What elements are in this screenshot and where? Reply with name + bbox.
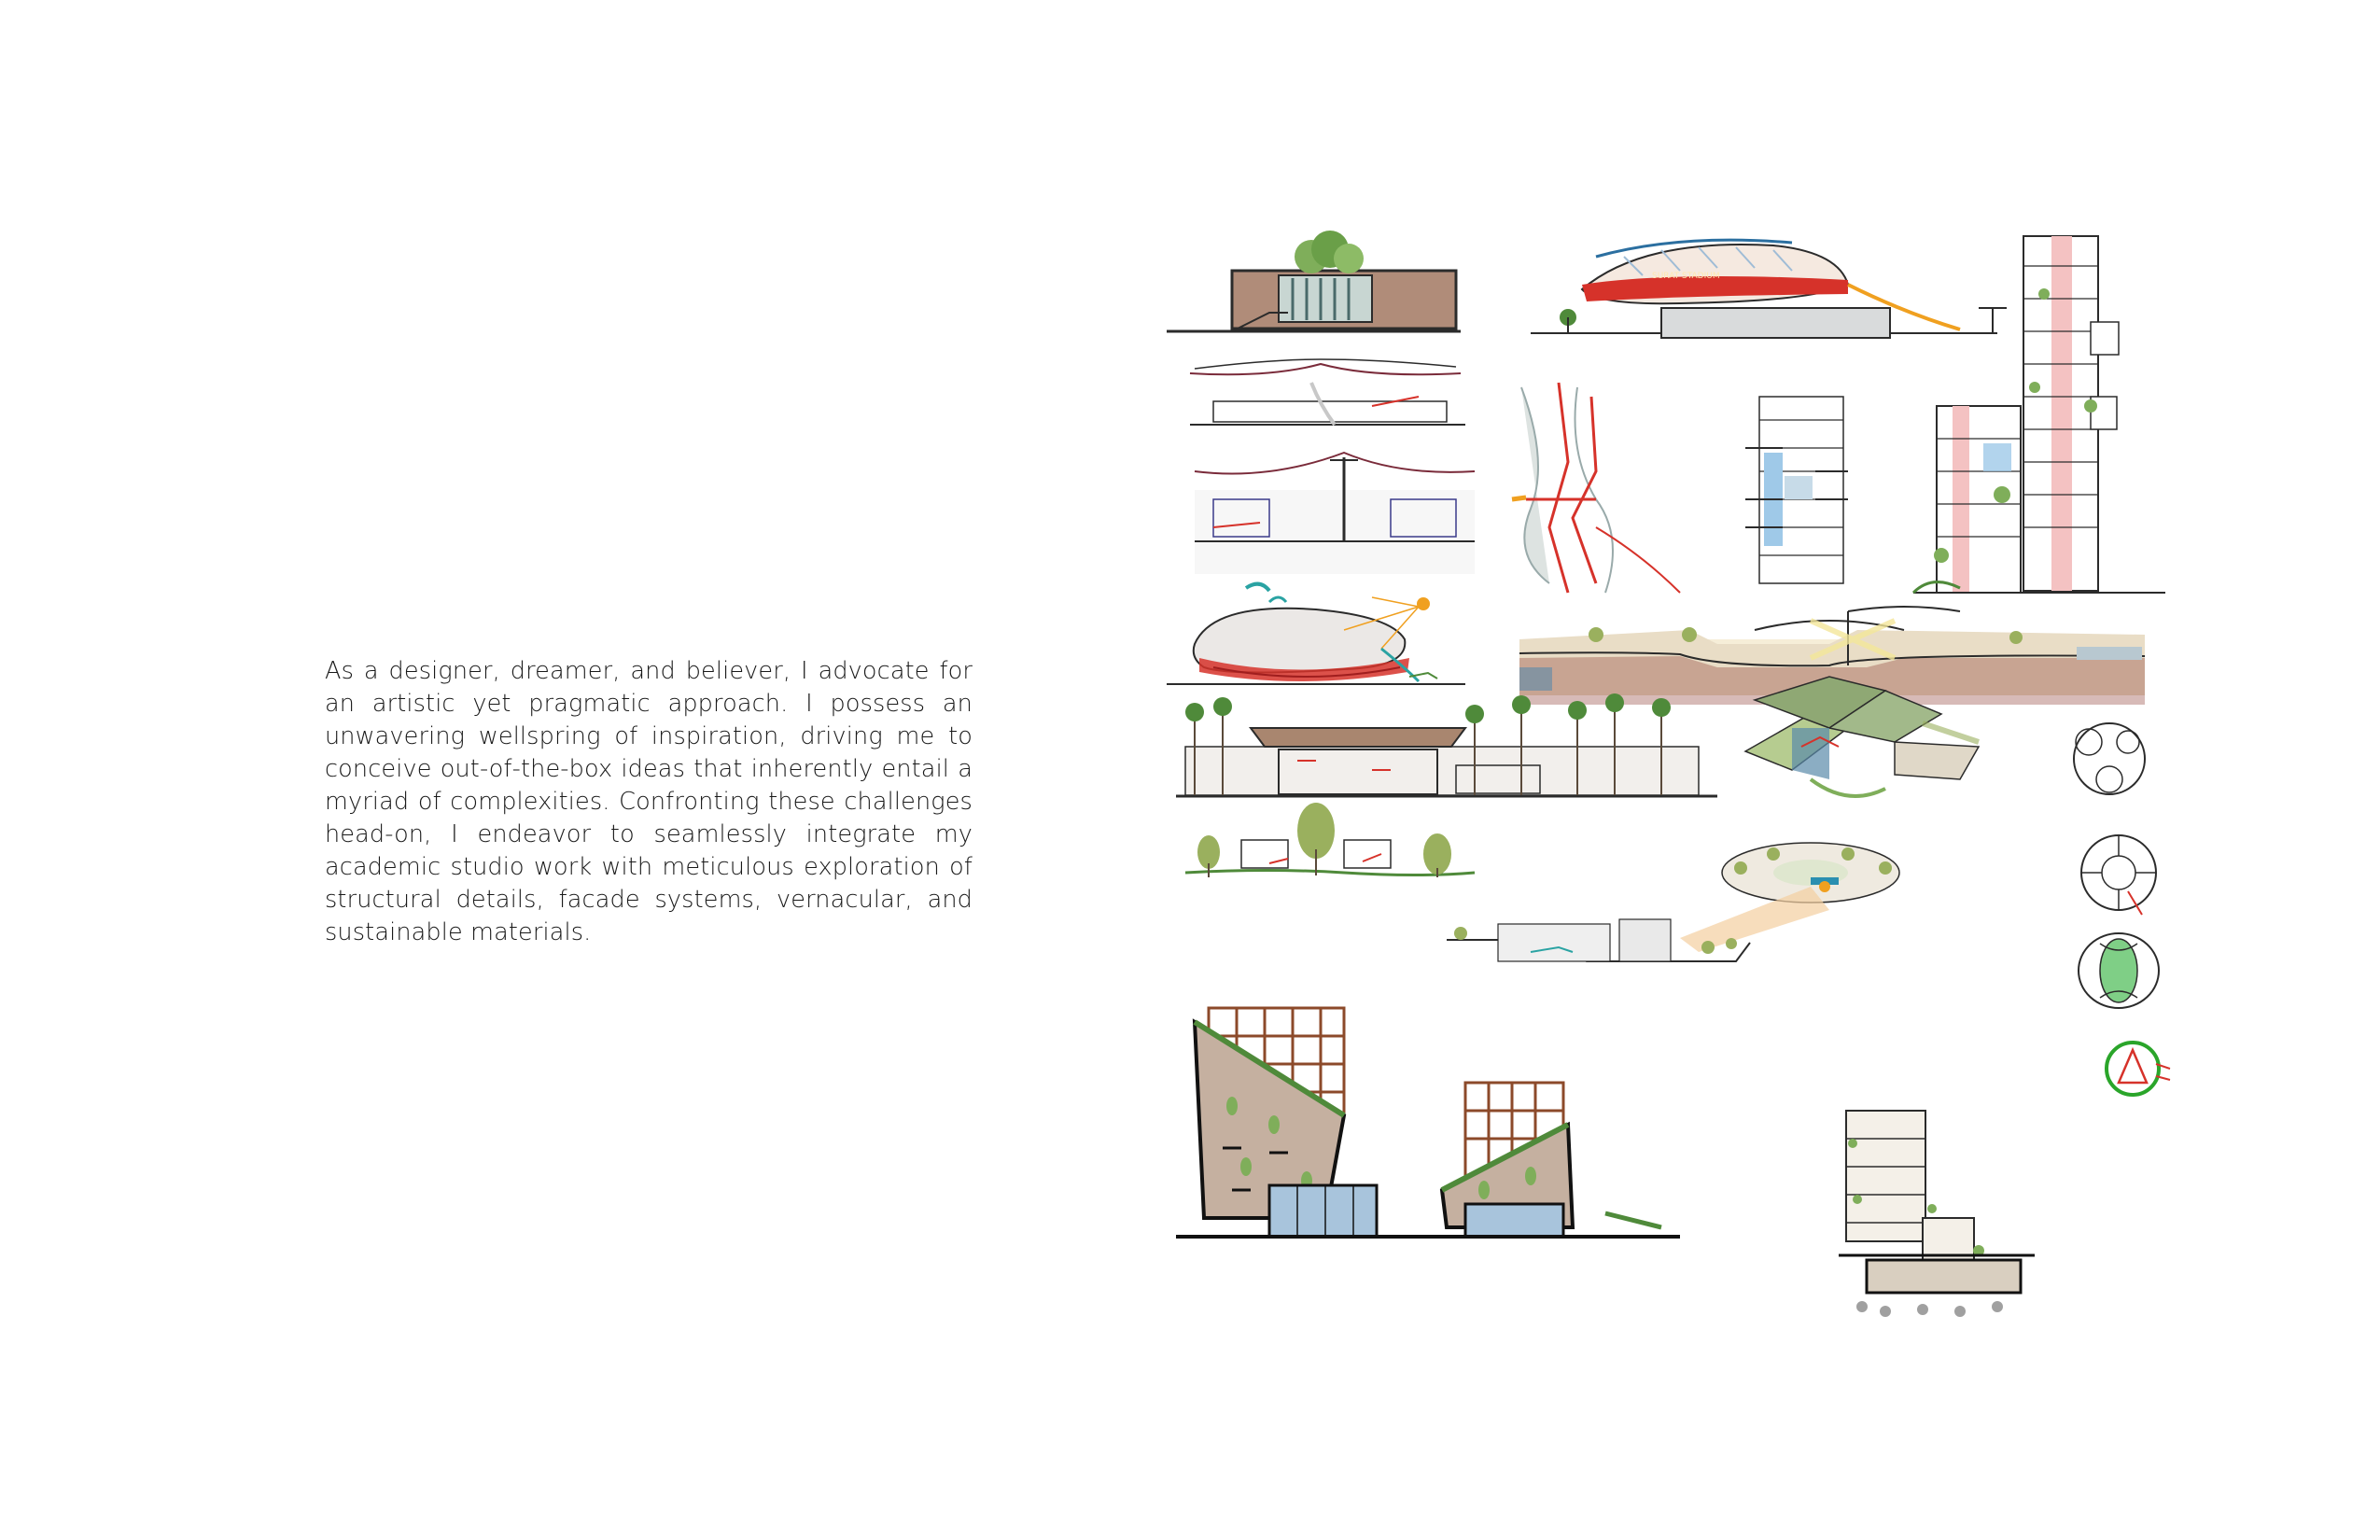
sketch-circle-diagram-1	[2074, 723, 2145, 794]
sketch-house-section	[1167, 231, 1461, 331]
sketch-roof-section-2	[1195, 453, 1475, 574]
sketch-trees-section	[1185, 803, 1475, 877]
sketch-pebble-form	[1167, 584, 1465, 684]
sketch-highrise-tower	[1913, 236, 2165, 593]
sketch-sloped-building	[1176, 1008, 1680, 1237]
intro-paragraph: As a designer, dreamer, and believer, I advocate for an artistic yet pragmatic approach. I possess an unwavering wellspring of inspiration, driving me to conceive out-of-the-box ideas that inherently entail a myriad of complexities. Confronting these challenges head-on, I endeavor to seamlessly integrate my academic studio work with meticulous exploration of structural details, facade systems, vernacular, and sustainable materials.	[325, 656, 973, 946]
sketch-building-section	[1745, 397, 1848, 583]
sketch-circle-diagram-3	[2079, 933, 2159, 1008]
sketch-palm-elevation	[1176, 693, 1717, 796]
sketch-stadium	[1531, 240, 2007, 338]
stadium-sign-text: SURAT STADIUM	[1652, 272, 1720, 281]
sketch-circulation-plan	[1512, 383, 1680, 593]
sketch-circle-diagram-4	[2107, 1043, 2170, 1095]
sketch-terraced-tower	[1839, 1111, 2035, 1317]
sketch-collage	[1157, 219, 2212, 1358]
sketch-roof-section-1	[1190, 359, 1465, 425]
sketch-circle-diagram-2	[2081, 835, 2156, 915]
